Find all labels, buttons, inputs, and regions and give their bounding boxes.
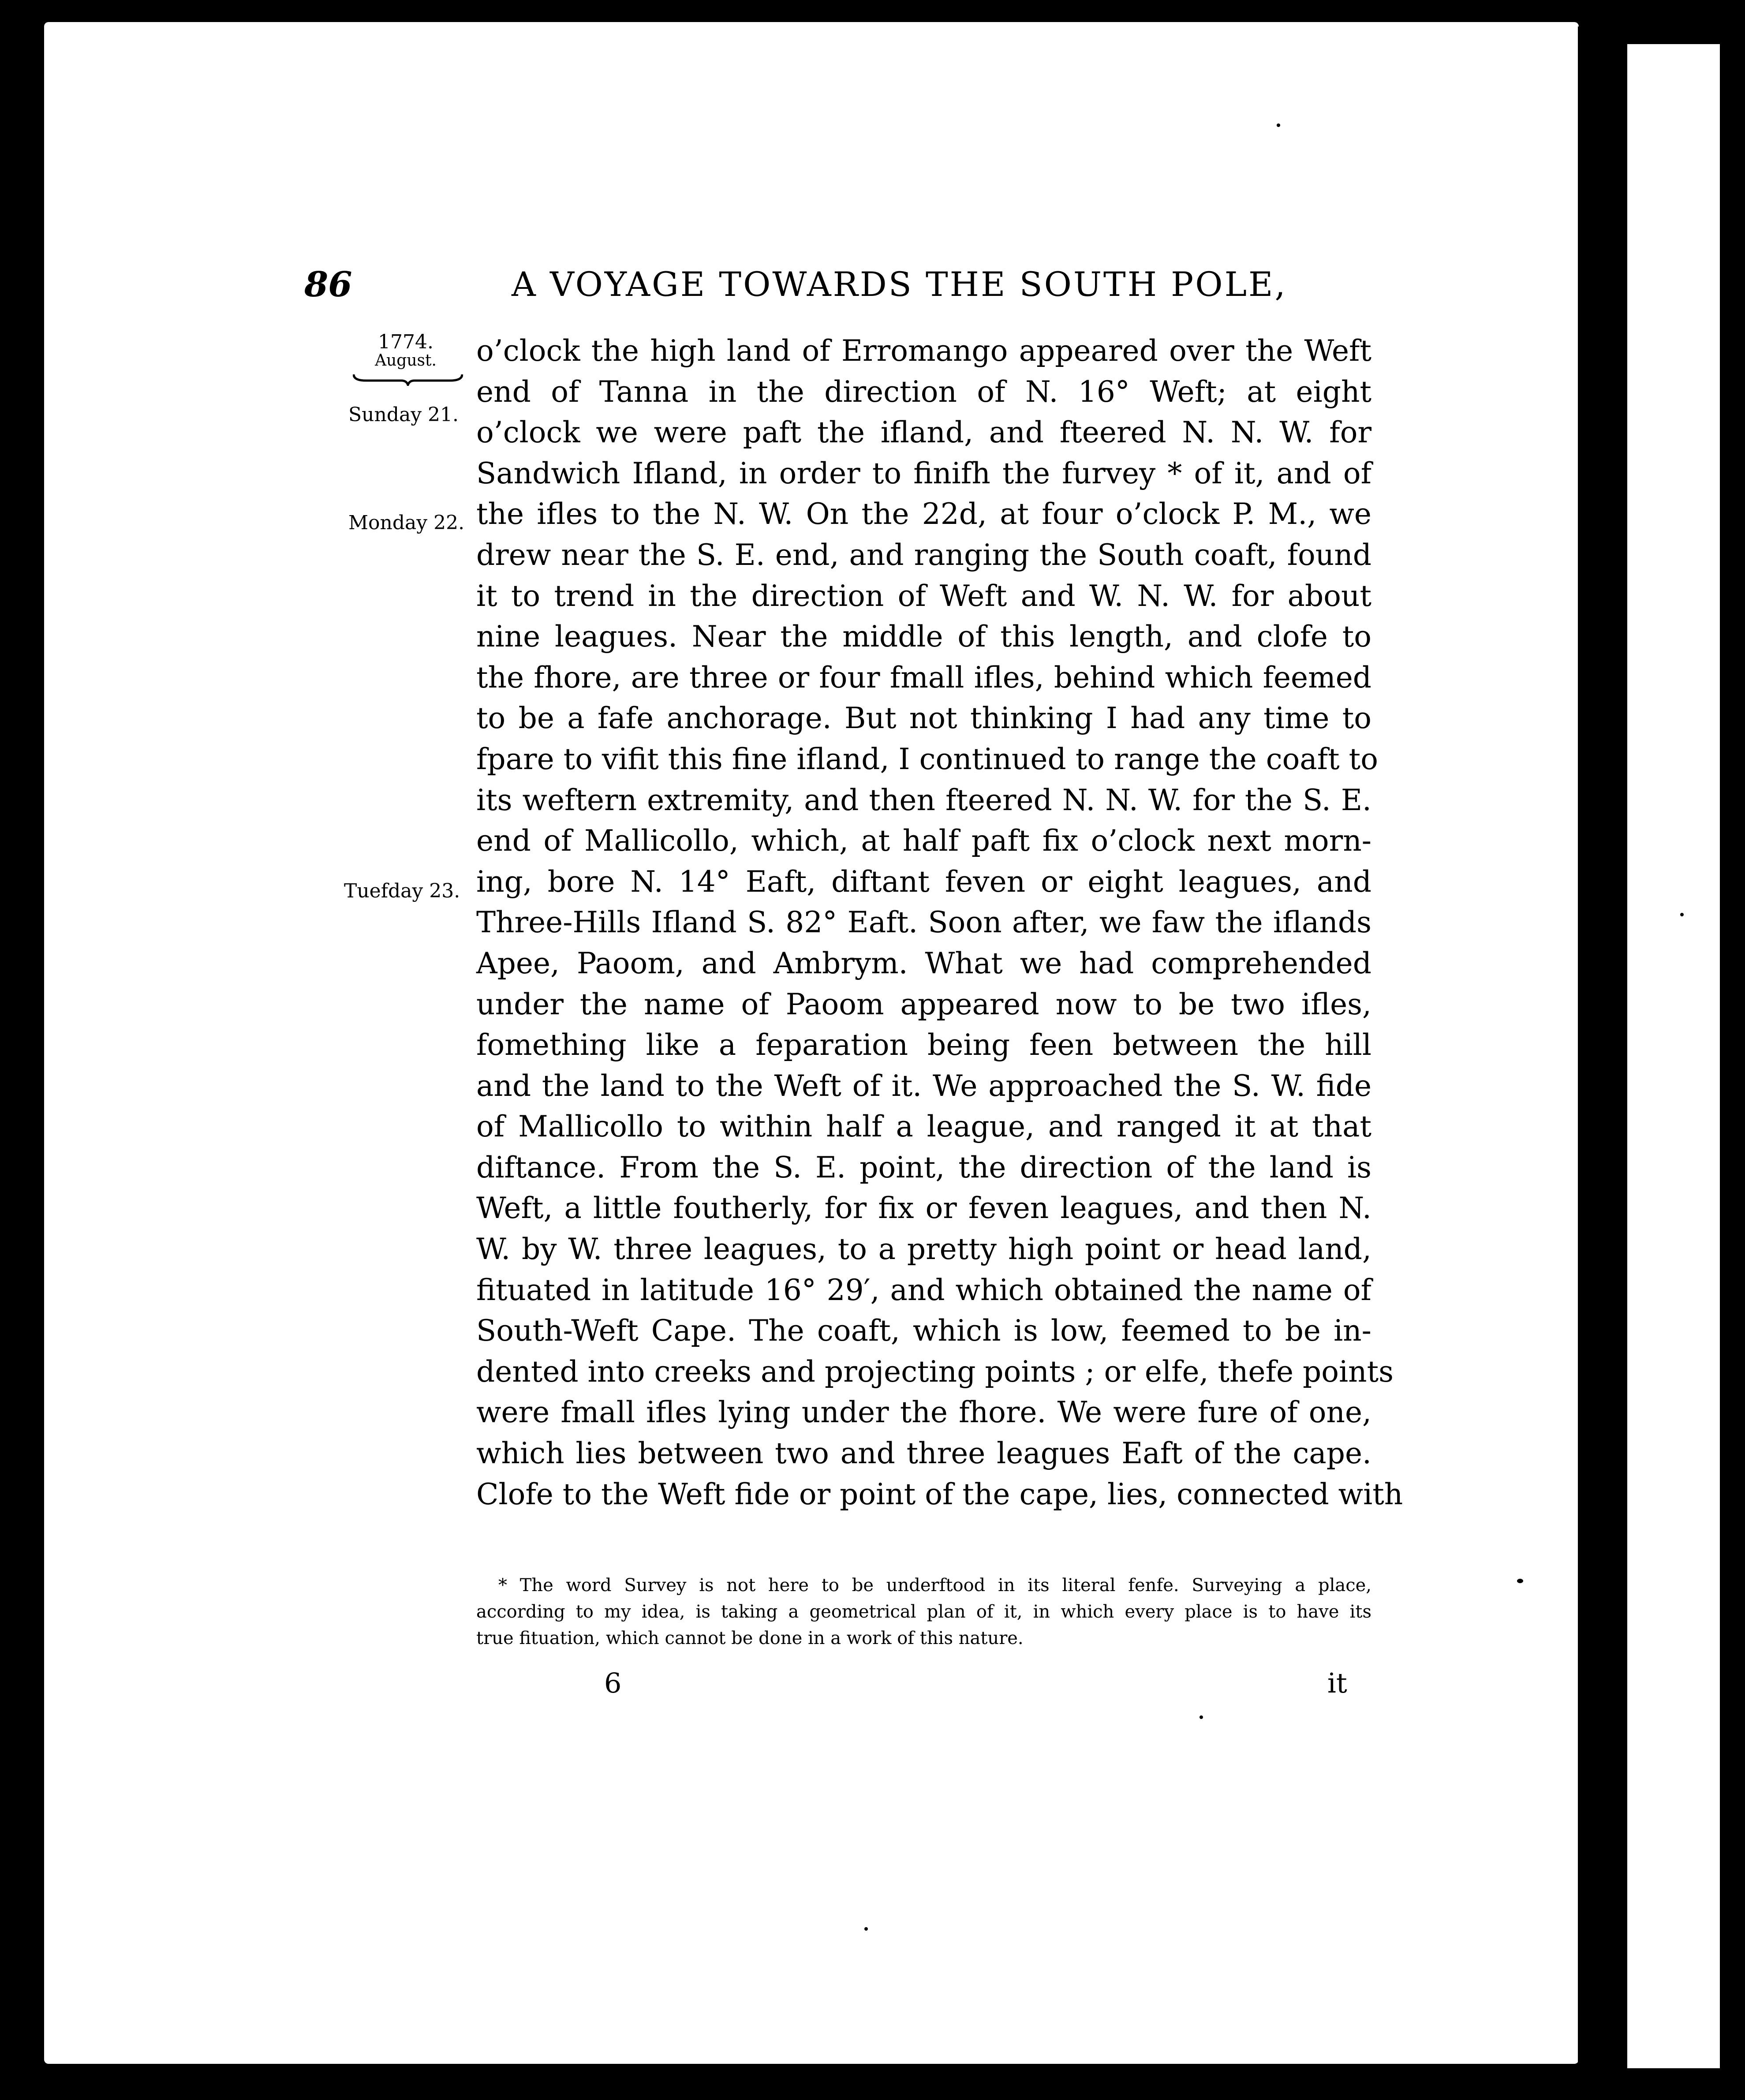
margin-monday: Monday 22. [348, 512, 465, 534]
margin-year: 1774. [378, 331, 433, 353]
speck [1680, 913, 1684, 916]
body-line: of Mallicollo to within half a league, and ranged it at that [476, 1110, 1371, 1144]
running-head: A VOYAGE TOWARDS THE SOUTH POLE, [512, 265, 1287, 304]
body-line: which lies between two and three leagues Eaft of the cape. [476, 1436, 1371, 1471]
body-line: drew near the S. E. end, and ranging the South coaft, found [476, 538, 1371, 572]
body-line: and the land to the Weft of it. We approached the S. W. fide [476, 1069, 1371, 1103]
signature-mark: 6 [604, 1667, 622, 1699]
body-line: Clofe to the Weft fide or point of the cape, lies, connected with [476, 1477, 1403, 1511]
gutter-shadow [1578, 26, 1626, 2073]
margin-brace [353, 373, 463, 386]
body-line: Apee, Paoom, and Ambrym. What we had comprehended [476, 946, 1371, 980]
footnote-line: * The word Survey is not here to be underftood in its literal fenfe. Surveying a place, [498, 1575, 1371, 1596]
page-number: 86 [304, 265, 352, 305]
catchword: it [1327, 1667, 1347, 1699]
body-line: diftance. From the S. E. point, the direction of the land is [476, 1150, 1371, 1185]
margin-month: August. [375, 351, 437, 370]
speck [1517, 1579, 1523, 1583]
body-line: the ifles to the N. W. On the 22d, at four o’clock P. M., we [476, 497, 1371, 531]
footnote-line: true fituation, which cannot be done in a work of this nature. [476, 1628, 1024, 1648]
speck [1277, 123, 1280, 127]
body-line: fomething like a feparation being feen between the hill [476, 1028, 1371, 1062]
body-line: ing, bore N. 14° Eaft, diftant feven or eight leagues, and [476, 864, 1371, 899]
body-line: the fhore, are three or four fmall ifles, behind which feemed [476, 660, 1371, 695]
body-line: W. by W. three leagues, to a pretty high point or head land, [476, 1232, 1371, 1267]
body-line: dented into creeks and projecting points ; or elfe, thefe points [476, 1354, 1394, 1389]
body-text [476, 331, 1403, 1515]
body-line: end of Mallicollo, which, at half paft fix o’clock next morn- [476, 824, 1371, 858]
body-line: end of Tanna in the direction of N. 16° Weft; at eight [476, 374, 1371, 409]
body-line: its weftern extremity, and then fteered N. N. W. for the S. E. [476, 783, 1371, 817]
margin-sunday: Sunday 21. [348, 404, 459, 426]
body-line: o’clock we were paft the ifland, and fteered N. N. W. for [476, 415, 1371, 450]
body-line: Weft, a little foutherly, for fix or feven leagues, and then N. [476, 1191, 1371, 1226]
body-line: fpare to vifit this fine ifland, I continued to range the coaft to [476, 742, 1378, 776]
body-line: under the name of Paoom appeared now to be two ifles, [476, 987, 1371, 1021]
facing-page-edge [1627, 44, 1720, 2068]
speck [864, 1927, 868, 1931]
body-line: Three-Hills Ifland S. 82° Eaft. Soon after, we faw the iflands [476, 905, 1371, 940]
speck [1199, 1715, 1203, 1719]
body-line: Sandwich Ifland, in order to finifh the furvey * of it, and of [476, 456, 1371, 490]
body-line: to be a fafe anchorage. But not thinking I had any time to [476, 701, 1371, 736]
body-line: South-Weft Cape. The coaft, which is low, feemed to be in- [476, 1314, 1371, 1348]
footnote-line: according to my idea, is taking a geometrical plan of it, in which every place is to have its [476, 1602, 1371, 1622]
body-line: it to trend in the direction of Weft and W. N. W. for about [476, 579, 1371, 613]
body-line: nine leagues. Near the middle of this length, and clofe to [476, 620, 1371, 654]
page-header [0, 265, 1535, 318]
body-line: were fmall ifles lying under the fhore. We were fure of one, [476, 1395, 1371, 1430]
margin-date-year [348, 333, 463, 370]
body-line: fituated in latitude 16° 29′, and which obtained the name of [476, 1273, 1371, 1307]
body-line: o’clock the high land of Erromango appeared over the Weft [476, 334, 1371, 368]
footnote [476, 1572, 1371, 1652]
margin-tuesday: Tuefday 23. [344, 880, 460, 902]
